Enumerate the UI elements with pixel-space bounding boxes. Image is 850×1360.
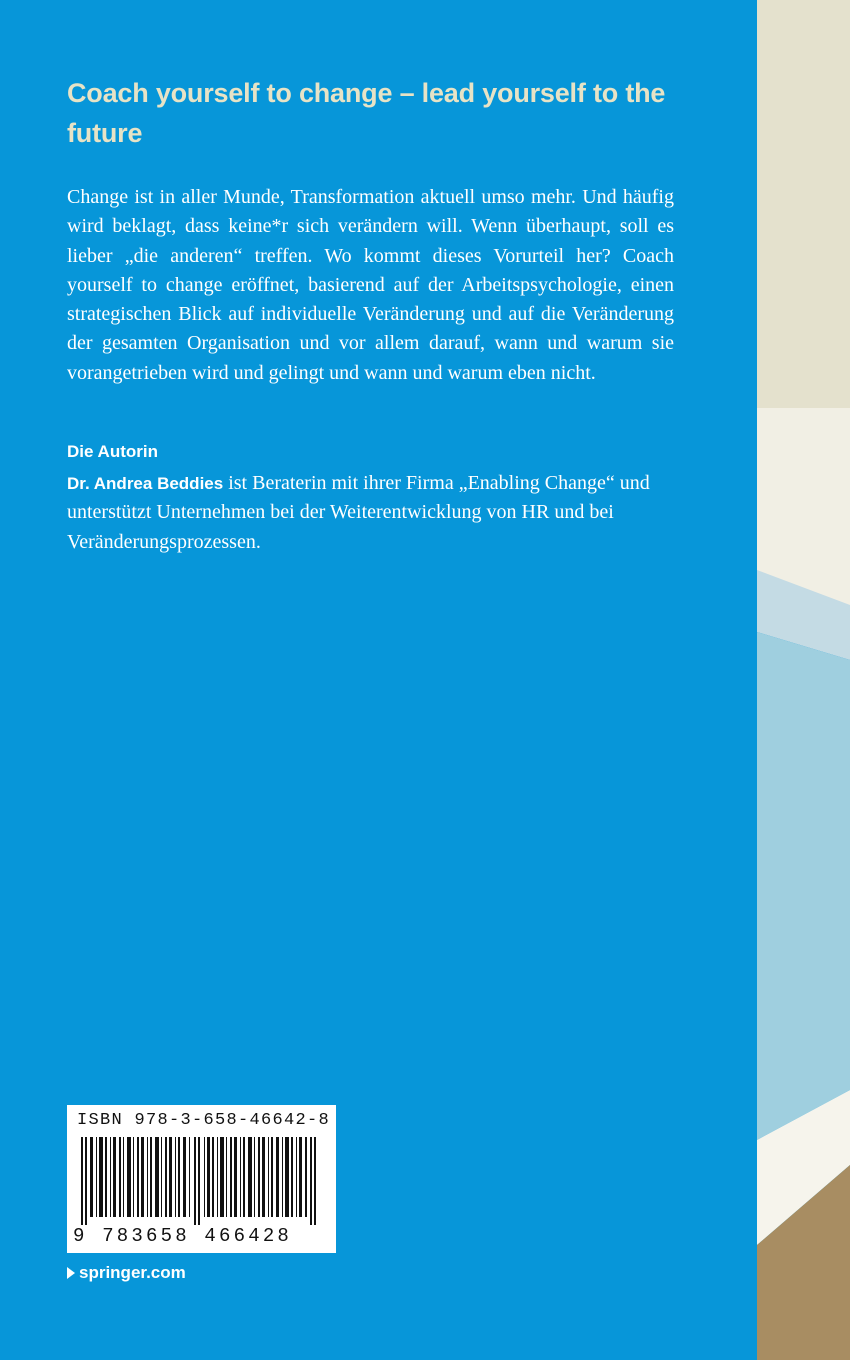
- isbn-barcode: [67, 1105, 336, 1253]
- description-paragraph: Change ist in aller Munde, Transformation aktuell umso mehr. Und häufig wird beklagt, dass keine*r sich verändern will. Wenn überhaupt, soll es lieber „die anderen“ treffen. Wo kommt dieses Vorurteil her? Coach yourself to change eröffnet, basierend auf der Arbeitspsychologie, einen strategischen Blick auf individuelle Veränderung und auf die Veränderung der gesamten Organisation und vor allem darauf, wann und warum sie vorangetrieben wird und gelingt und wann und warum eben nicht.: [67, 186, 674, 384]
- publisher-link[interactable]: [67, 1263, 186, 1283]
- stripe-cream-band: [757, 0, 850, 408]
- decorative-side-stripe: [757, 0, 850, 1360]
- arrow-right-icon: [67, 1267, 75, 1279]
- headline: Coach yourself to change – lead yourself to the future: [67, 78, 666, 148]
- isbn-label: ISBN 978-3-658-46642-8: [77, 1111, 331, 1130]
- author-heading: Die Autorin: [67, 442, 158, 461]
- author-name: Dr. Andrea Beddies: [67, 474, 224, 493]
- stripe-graphic: [757, 0, 850, 1360]
- barcode-digits: 9 783658 466428: [73, 1225, 293, 1247]
- author-bio: [67, 469, 674, 557]
- stripe-light-blue-band: [757, 632, 850, 1140]
- publisher-url: springer.com: [79, 1263, 186, 1282]
- author-bio-text: ist Beraterin mit ihrer Firma „Enabling Change“ und unterstützt Unternehmen bei der Weiterentwicklung von HR und bei Veränderungsprozessen.: [67, 472, 650, 553]
- barcode-bars: [77, 1137, 327, 1225]
